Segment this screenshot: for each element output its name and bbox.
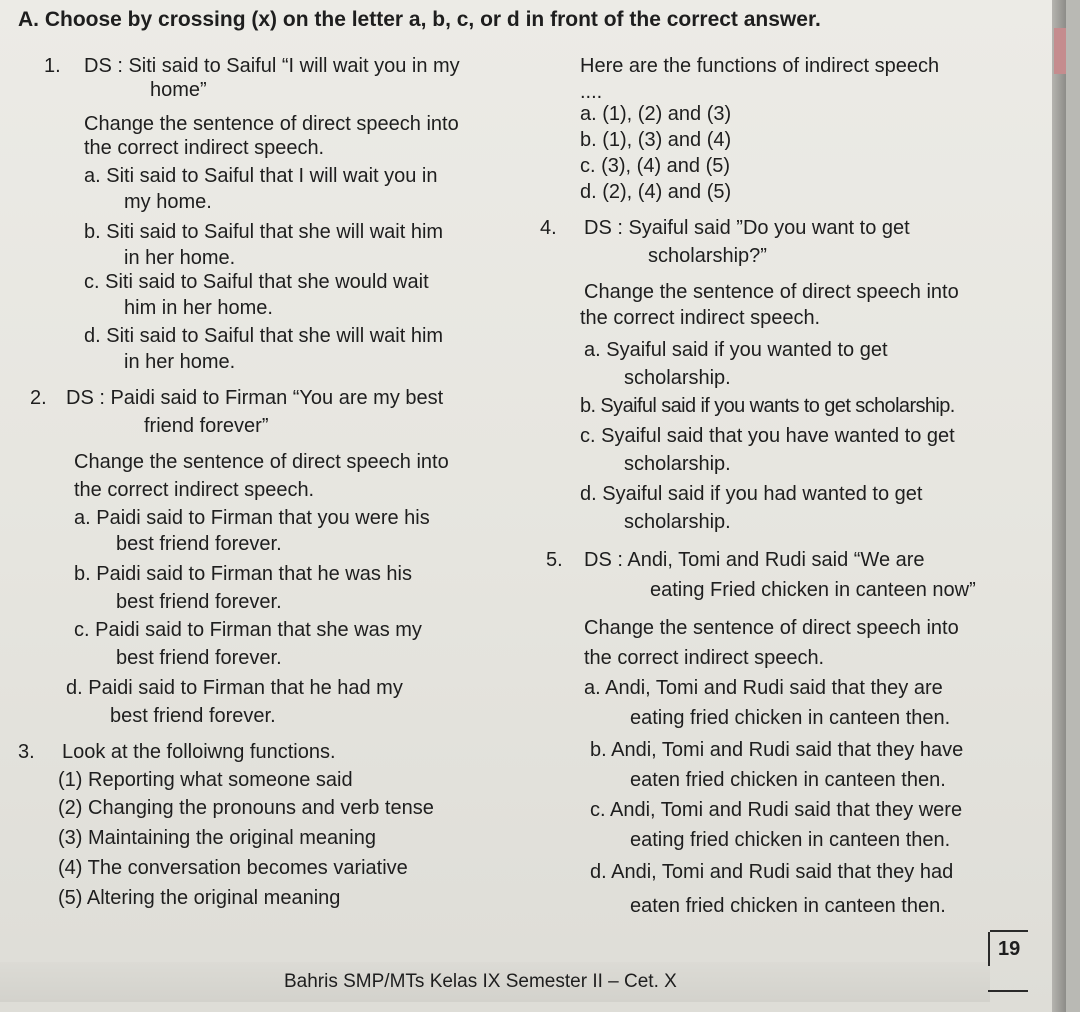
q1-option-b-cont: in her home. (124, 247, 236, 269)
q2-prompt-cont: the correct indirect speech. (74, 479, 315, 501)
q4-direct-speech-cont: scholarship?” (648, 245, 767, 267)
q3-option-a[interactable]: a. (1), (2) and (3) (580, 103, 732, 125)
q1-prompt: Change the sentence of direct speech into (84, 113, 459, 135)
q5-option-b-cont: eaten fried chicken in canteen then. (630, 769, 946, 791)
q1-direct-speech-cont: home” (150, 79, 207, 101)
q2-direct-speech-cont: friend forever” (144, 415, 269, 437)
q3-number: 3. (18, 741, 35, 763)
q4-option-a[interactable]: a. Syaiful said if you wanted to get (584, 339, 888, 361)
q4-option-d-cont: scholarship. (624, 511, 731, 533)
q3-option-d[interactable]: d. (2), (4) and (5) (580, 181, 732, 203)
q1-number: 1. (44, 55, 61, 77)
q4-option-b[interactable]: b. Syaiful said if you wants to get scholarship. (580, 395, 955, 417)
q5-prompt-cont: the correct indirect speech. (584, 647, 825, 669)
q5-option-d[interactable]: d. Andi, Tomi and Rudi said that they had (590, 861, 954, 883)
q5-option-c-cont: eating fried chicken in canteen then. (630, 829, 951, 851)
q5-direct-speech: DS : Andi, Tomi and Rudi said “We are (584, 549, 925, 571)
q1-option-a-cont: my home. (124, 191, 212, 213)
q4-option-d[interactable]: d. Syaiful said if you had wanted to get (580, 483, 923, 505)
q1-option-b[interactable]: b. Siti said to Saiful that she will wait him (84, 221, 444, 243)
q3-stem-cont: .... (580, 81, 603, 103)
q4-option-c-cont: scholarship. (624, 453, 731, 475)
q3-function-2: (2) Changing the pronouns and verb tense (58, 797, 434, 819)
q5-option-d-cont: eaten fried chicken in canteen then. (630, 895, 946, 917)
q2-option-b[interactable]: b. Paidi said to Firman that he was his (74, 563, 412, 585)
q5-option-a-cont: eating fried chicken in canteen then. (630, 707, 951, 729)
q2-option-c[interactable]: c. Paidi said to Firman that she was my (74, 619, 422, 641)
q3-stem: Here are the functions of indirect speech (580, 55, 940, 77)
q1-direct-speech: DS : Siti said to Saiful “I will wait you in my (84, 55, 460, 77)
q2-prompt: Change the sentence of direct speech into (74, 451, 449, 473)
page-edge (1052, 0, 1066, 1012)
q1-option-d[interactable]: d. Siti said to Saiful that she will wait him (84, 325, 444, 347)
q2-option-d[interactable]: d. Paidi said to Firman that he had my (66, 677, 403, 699)
q3-function-5: (5) Altering the original meaning (58, 887, 341, 909)
q2-number: 2. (30, 387, 47, 409)
q5-option-c[interactable]: c. Andi, Tomi and Rudi said that they were (590, 799, 963, 821)
q2-option-a-cont: best friend forever. (116, 533, 282, 555)
q1-option-c-cont: him in her home. (124, 297, 273, 319)
q4-option-c[interactable]: c. Syaiful said that you have wanted to get (580, 425, 955, 447)
q5-direct-speech-cont: eating Fried chicken in canteen now” (650, 579, 976, 601)
q5-prompt: Change the sentence of direct speech into (584, 617, 959, 639)
q4-option-a-cont: scholarship. (624, 367, 731, 389)
q4-number: 4. (540, 217, 557, 239)
q1-option-c[interactable]: c. Siti said to Saiful that she would wait (84, 271, 429, 293)
q2-option-c-cont: best friend forever. (116, 647, 282, 669)
q3-option-b[interactable]: b. (1), (3) and (4) (580, 129, 732, 151)
q1-option-d-cont: in her home. (124, 351, 236, 373)
q5-option-b[interactable]: b. Andi, Tomi and Rudi said that they have (590, 739, 964, 761)
q1-prompt-cont: the correct indirect speech. (84, 137, 325, 159)
q2-direct-speech: DS : Paidi said to Firman “You are my best (66, 387, 444, 409)
footer-text: Bahris SMP/MTs Kelas IX Semester II – Cet. X (284, 971, 677, 992)
q4-direct-speech: DS : Syaiful said ”Do you want to get (584, 217, 910, 239)
q3-function-4: (4) The conversation becomes variative (58, 857, 408, 879)
q1-option-a[interactable]: a. Siti said to Saiful that I will wait you in (84, 165, 438, 187)
section-instruction: A. Choose by crossing (x) on the letter a, b, c, or d in front of the correct answer. (18, 8, 821, 31)
page-number: 19 (998, 938, 1021, 960)
q2-option-a[interactable]: a. Paidi said to Firman that you were his (74, 507, 430, 529)
q2-option-d-cont: best friend forever. (110, 705, 276, 727)
q3-function-1: (1) Reporting what someone said (58, 769, 353, 791)
q2-option-b-cont: best friend forever. (116, 591, 282, 613)
q5-number: 5. (546, 549, 563, 571)
q4-prompt-cont: the correct indirect speech. (580, 307, 821, 329)
q3-question: Look at the folloiwng functions. (62, 741, 336, 763)
q3-function-3: (3) Maintaining the original meaning (58, 827, 376, 849)
q3-option-c[interactable]: c. (3), (4) and (5) (580, 155, 731, 177)
q4-prompt: Change the sentence of direct speech into (584, 281, 959, 303)
page-number-box (988, 930, 1032, 992)
q5-option-a[interactable]: a. Andi, Tomi and Rudi said that they are (584, 677, 943, 699)
